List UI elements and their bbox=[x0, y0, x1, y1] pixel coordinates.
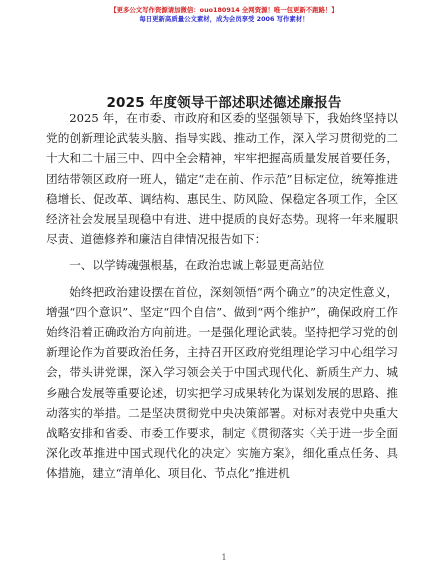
section-heading-1: 一、以学铸魂强根基，在政治忠诚上彰显更高站位 bbox=[69, 258, 325, 273]
intro-paragraph: 2025 年，在市委、市政府和区委的坚强领导下，我始终坚持以党的创新理论武装头脑、指导实践、推动工作，深入学习贯彻党的二十大和二十届三中、四中全会精神，牢牢把握高质量发展首要任务，团结带领区政府一班人，锚定“走在前、作示范”目标定位，统筹推进稳增长、促改革、调结构、惠民生、防风险、保稳定各项工作，全区经济社会发展呈现稳中有进、进中提质的良好态势。现将一年来履职尽责、道德修养和廉洁自律情况报告如下： bbox=[46, 111, 398, 247]
promo-banner bbox=[0, 6, 448, 23]
page-number: 1 bbox=[221, 553, 227, 562]
document-body bbox=[46, 108, 398, 484]
document-title: 2025 年度领导干部述职述德述廉报告 bbox=[106, 95, 342, 111]
promo-banner-line-1: 【更多公文写作资源请加微信：ouo180914 全网资源！唯一包更新不跑路！】 bbox=[110, 6, 338, 14]
section-paragraph-1: 始终把政治建设摆在首位，深刻领悟“两个确立”的决定性意义，增强“四个意识”、坚定“四个自信”、做到“两个维护”，确保政府工作始终沿着正确政治方向前进。一是强化理论武装。坚持把学习党的创新理论作为首要政治任务，主持召开区政府党组理论学习中心组学习会，带头讲党课，深入学习领会关于中国式现代化、新质生产力、城乡融合发展等重要论述，切实把学习成果转化为谋划发展的思路、推动落实的举措。二是坚决贯彻党中央决策部署。对标对表党中央重大战略安排和省委、市委工作要求，制定《贯彻落实〈关于进一步全面深化改革推进中国式现代化的决定〉实施方案》，细化重点任务、具体措施，建立“清单化、项目化、节点化”推进机 bbox=[46, 284, 398, 481]
promo-banner-line-2: 每日更新高质量公文素材，成为会员享受 2006 写作素材！ bbox=[139, 14, 309, 23]
